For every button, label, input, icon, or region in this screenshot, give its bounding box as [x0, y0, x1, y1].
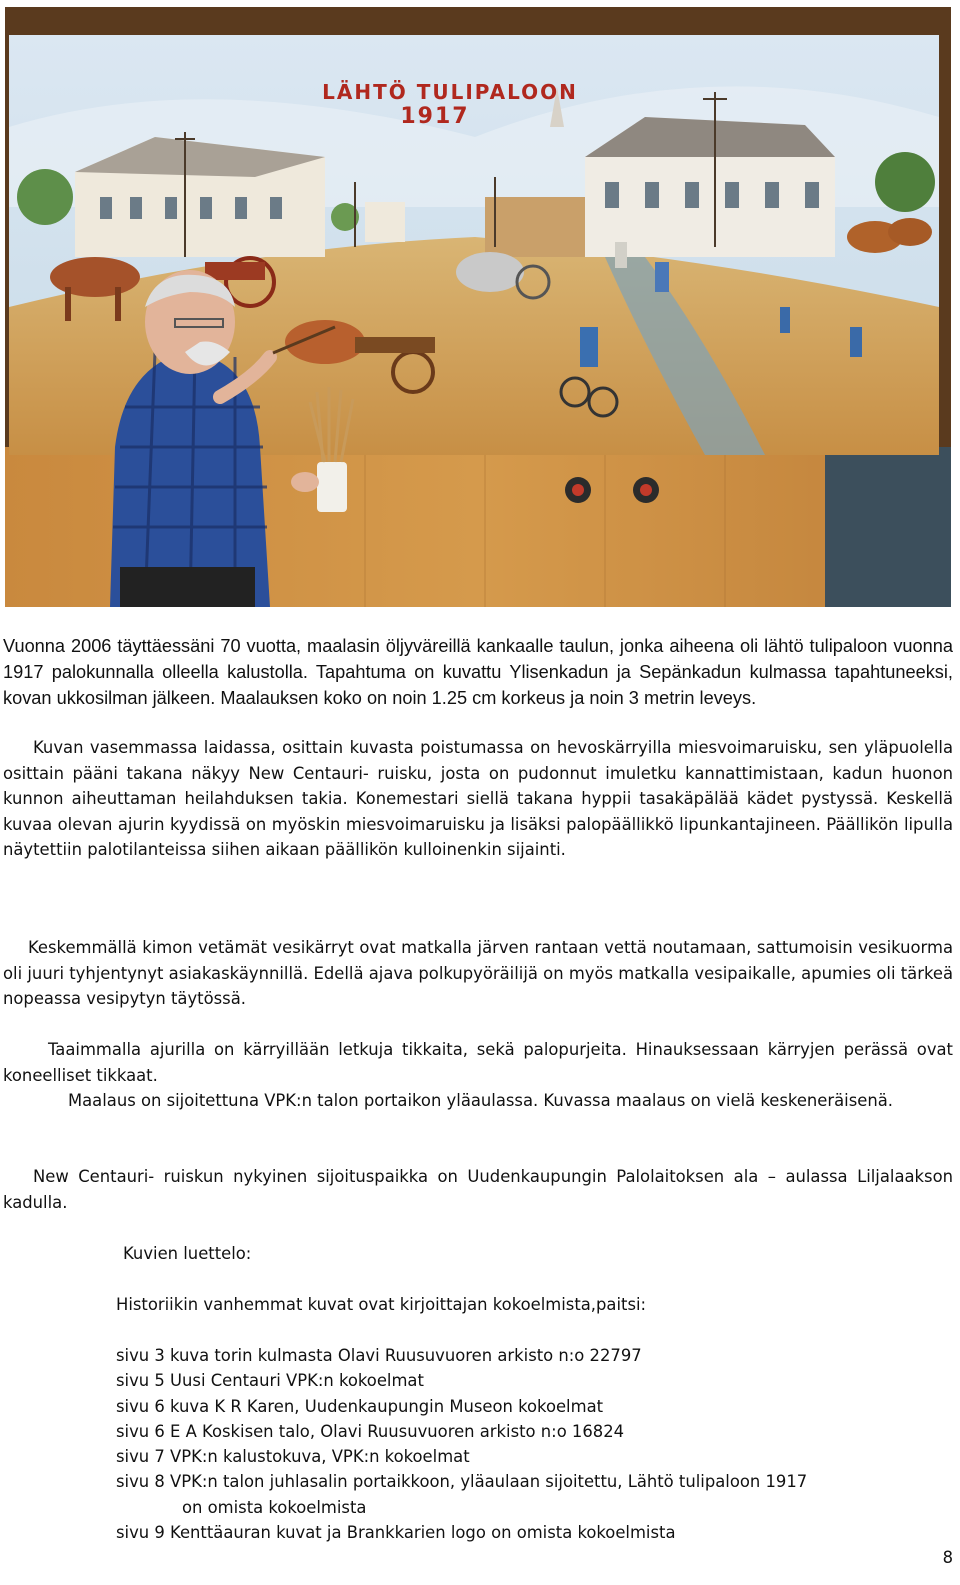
body-paragraph: Taaimmalla ajurilla on kärryillään letkuja tikkaita, sekä palopurjeita. Hinauksessaan kärryjen perässä ovat koneelliset tikkaat.: [3, 1040, 953, 1085]
painting-banner-title: LÄHTÖ TULIPALOON: [322, 80, 578, 104]
intro-paragraph: Vuonna 2006 täyttäessäni 70 vuotta, maalasin öljyväreillä kankaalle taulun, jonka aiheena oli lähtö tulipaloon vuonna 1917 palokunnalla olleella kalustolla. Tapahtuma on kuvattu Ylisenkadun ja Sepänkadun kulmassa tapahtuneeksi, kovan ukkosilman jälkeen. Maalauksen koko on noin 1.25 cm korkeus ja noin 3 metrin leveys.: [3, 636, 953, 708]
body-paragraph: Maalaus on sijoitettuna VPK:n talon portaikon yläaulassa. Kuvassa maalaus on vielä keskeneräisenä.: [68, 1091, 893, 1110]
list-item: sivu 9 Kenttäauran kuvat ja Brankkarien logo on omista kokoelmista: [116, 1523, 676, 1543]
body-paragraph: New Centauri- ruiskun nykyinen sijoituspaikka on Uudenkaupungin Palolaitoksen ala – aulassa Liljalaakson kadulla.: [3, 1167, 953, 1212]
list-item: sivu 8 VPK:n talon juhlasalin portaikkoon, yläaulaan sijoitettu, Lähtö tulipaloon 1917: [116, 1472, 808, 1492]
list-item: sivu 5 Uusi Centauri VPK:n kokoelmat: [116, 1371, 424, 1391]
list-item: sivu 7 VPK:n kalustokuva, VPK:n kokoelmat: [116, 1447, 470, 1467]
image-credits-list: [116, 1343, 807, 1545]
painting-banner-year: 1917: [400, 104, 470, 129]
list-item: on omista kokoelmista: [182, 1497, 367, 1517]
image-list-title: Kuvien luettelo:: [123, 1244, 252, 1263]
body-paragraph: Keskemmällä kimon vetämät vesikärryt ovat matkalla järven rantaan vettä noutamaan, sattumoisin vesikuorma oli juuri tyhjentynyt asiakaskäynnillä. Edellä ajava polkupyöräilijä on myös matkalla vesipaikalle, apumies oli tärkeä nopeassa vesipytyn täytössä.: [3, 938, 953, 1008]
image-list-intro: Historiikin vanhemmat kuvat ovat kirjoittajan kokoelmista,paitsi:: [116, 1295, 647, 1314]
list-item: sivu 3 kuva torin kulmasta Olavi Ruusuvuoren arkisto n:o 22797: [116, 1346, 642, 1365]
painting-photo: [5, 7, 951, 607]
list-item: sivu 6 E A Koskisen talo, Olavi Ruusuvuoren arkisto n:o 16824: [116, 1421, 625, 1441]
page-number: 8: [942, 1548, 953, 1567]
body-paragraph: Kuvan vasemmassa laidassa, osittain kuvasta poistumassa on hevoskärryilla miesvoimaruisku, sen yläpuolella osittain pääni takana näkyy New Centauri- ruisku, josta on pudonnut imuletku kannattimistaan, kadun huonon kunnon aiheuttaman heilahduksen takia. Konemestari siellä takana hyppii tasakäpälää kädet pystyssä. Keskellä kuvaa olevan ajurin kyydissä on myöskin miesvoimaruisku ja lisäksi palopäällikkö lipunkantajineen. Päällikön lipulla näytettiin palotilanteissa siihen aikaan päällikön kulloinenkin sijainti.: [3, 738, 953, 859]
list-item: sivu 6 kuva K R Karen, Uudenkaupungin Museon kokoelmat: [116, 1396, 604, 1416]
